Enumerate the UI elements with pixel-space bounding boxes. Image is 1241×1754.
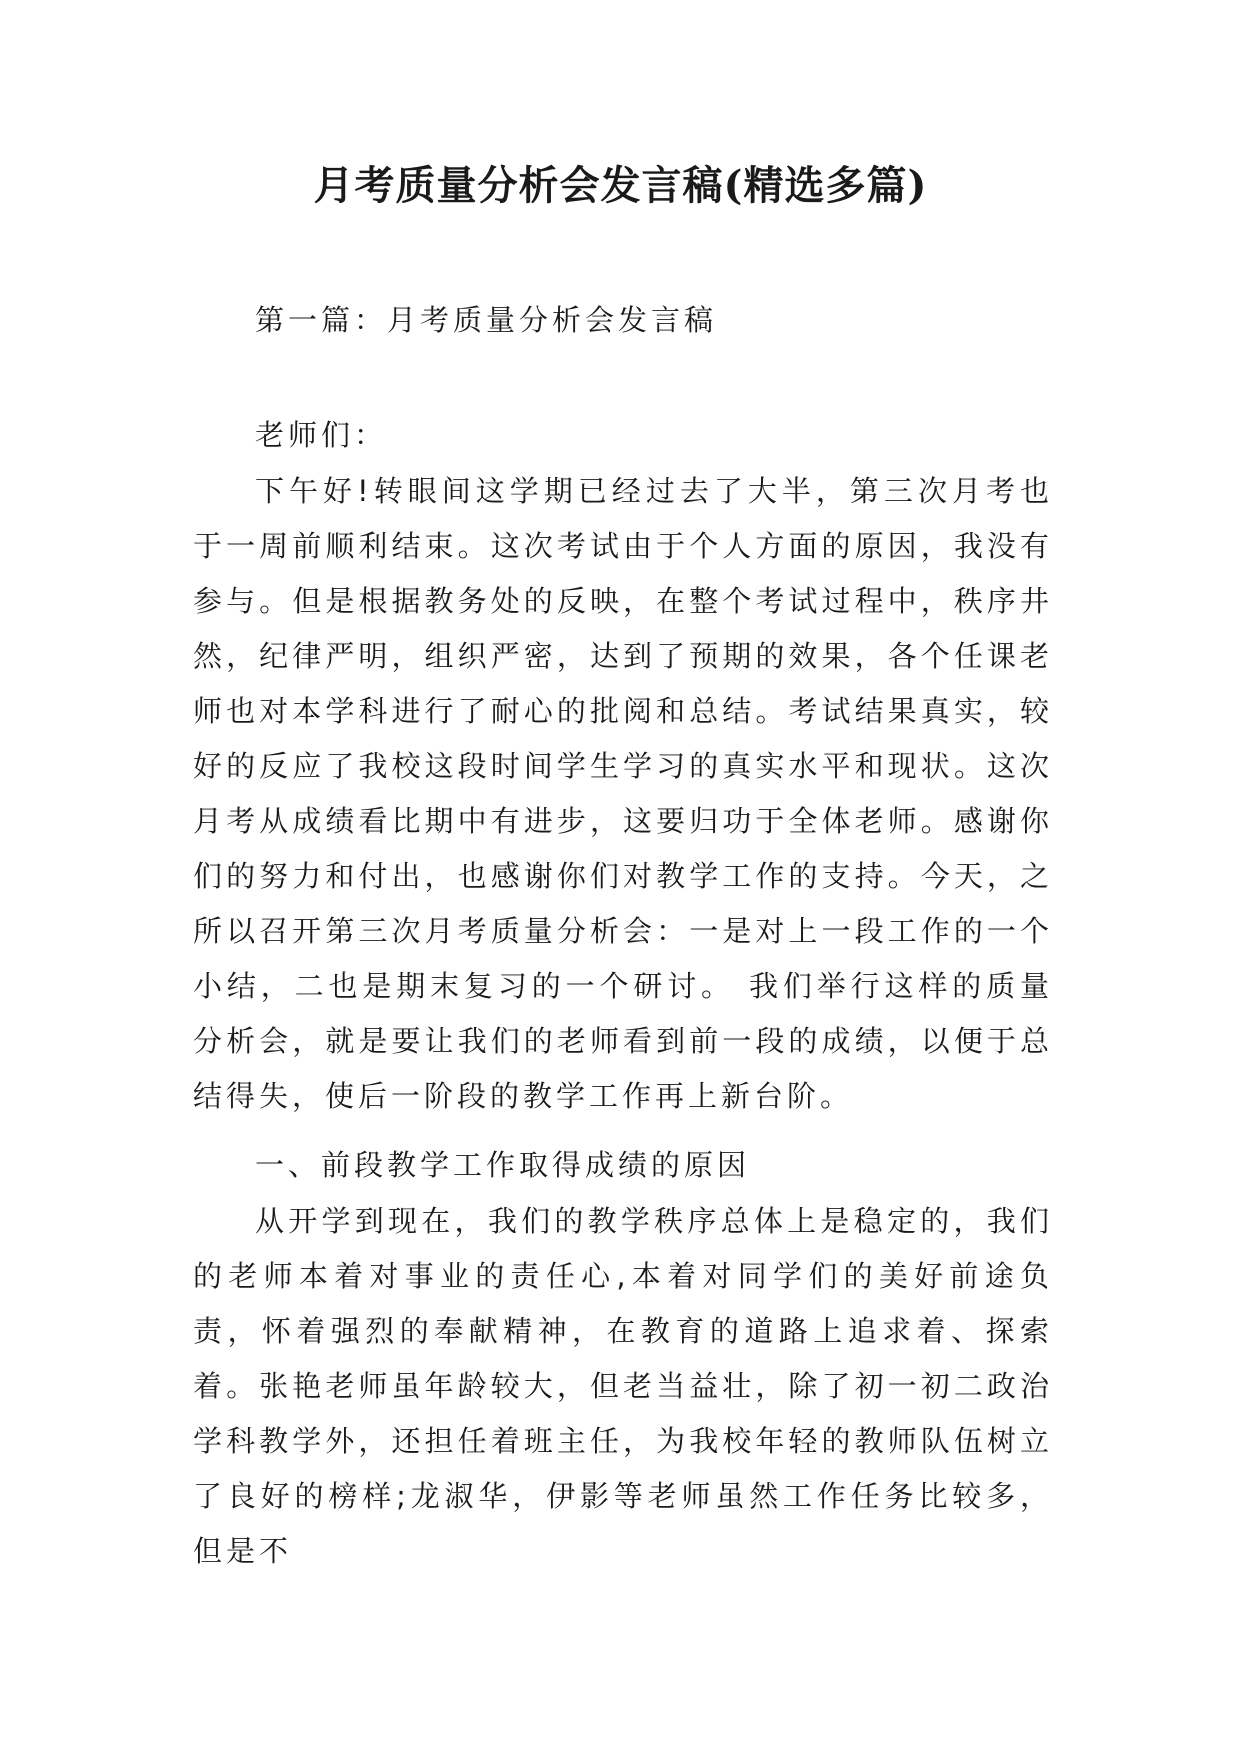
paragraph-achievements: 从开学到现在，我们的教学秩序总体上是稳定的，我们的老师本着对事业的责任心,本着对同学们的美好前途负责，怀着强烈的奉献精神，在教育的道路上追求着、探索着。张艳老师虽年龄较大，但老当益壮，除了初一初二政治学科教学外，还担任着班主任，为我校年轻的教师队伍树立了良好的榜样;龙淑华，伊影等老师虽然工作任务比较多，但是不 — [193, 1204, 1053, 1568]
subheading-achievements: 一、前段教学工作取得成绩的原因 — [255, 1148, 751, 1182]
document-title: 月考质量分析会发言稿(精选多篇) — [313, 162, 928, 209]
paragraph-opening: 下午好!转眼间这学期已经过去了大半，第三次月考也于一周前顺利结束。这次考试由于个人方面的原因，我没有参与。但是根据教务处的反映，在整个考试过程中，秩序井然，纪律严明，组织严密，达到了预期的效果，各个任课老师也对本学科进行了耐心的批阅和总结。考试结果真实，较好的反应了我校这段时间学生学习的真实水平和现状。这次月考从成绩看比期中有进步，这要归功于全体老师。感谢你们的努力和付出，也感谢你们对教学工作的支持。今天，之所以召开第三次月考质量分析会：一是对上一段工作的一个小结，二也是期末复习的一个研讨。 我们举行这样的质量分析会，就是要让我们的老师看到前一段的成绩，以便于总结得失，使后一阶段的教学工作再上新台阶。 — [193, 474, 1053, 1113]
salutation: 老师们： — [255, 418, 388, 452]
section-heading: 第一篇：月考质量分析会发言稿 — [255, 303, 718, 337]
